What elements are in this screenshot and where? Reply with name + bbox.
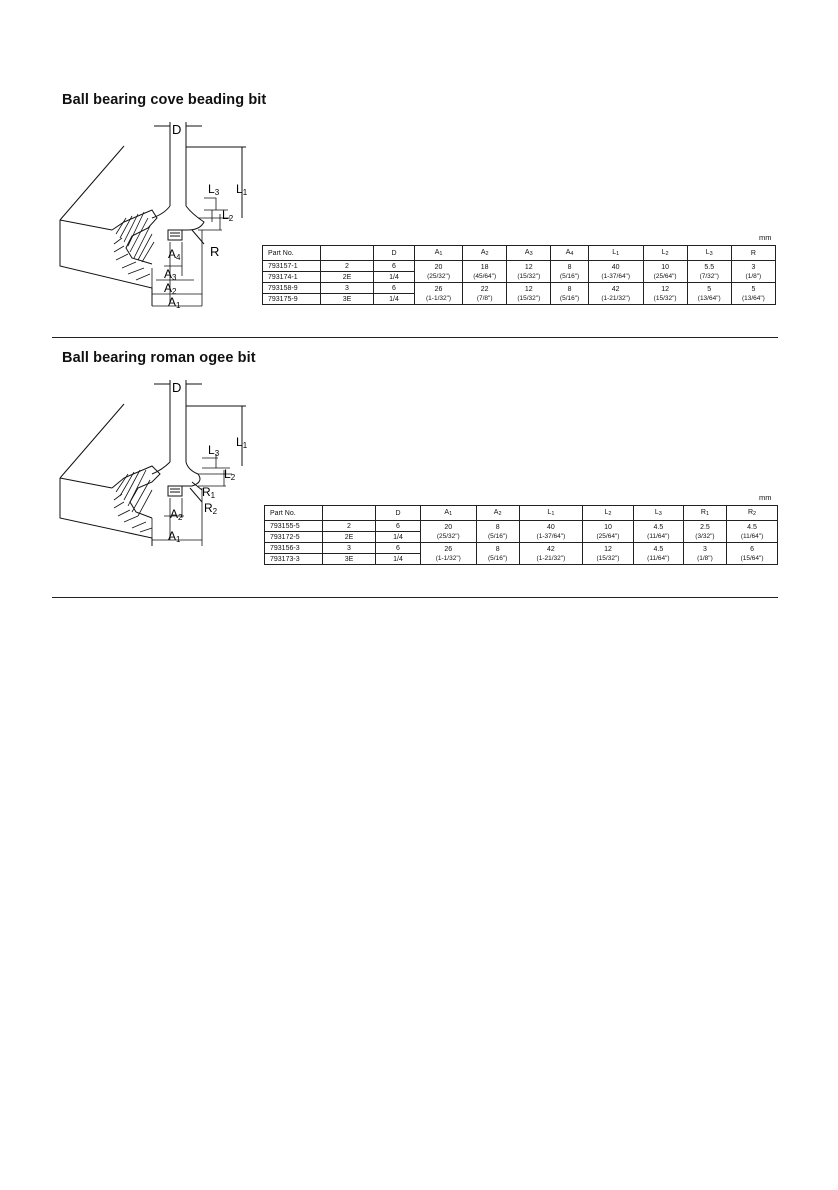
- cove-beading-bit-diagram: [52, 118, 264, 318]
- fig2-label-L3: L3: [208, 443, 220, 458]
- header-L2: $L_2$: [643, 246, 687, 261]
- header-A2: $A_2$: [476, 506, 519, 521]
- cell-part-no: 793157-1: [263, 261, 321, 272]
- header-L3: $L_3$: [687, 246, 731, 261]
- fig1-label-A1: A1: [168, 295, 181, 310]
- section-divider: [52, 337, 778, 338]
- cell-code: 2: [323, 521, 376, 532]
- cell-L1: 40 (1-37/64"): [519, 521, 582, 543]
- cell-R1: 2.5 (3/32"): [683, 521, 726, 543]
- header-R1: $R_1$: [683, 506, 726, 521]
- table-row: [263, 261, 776, 272]
- cell-L1: 42 (1-21/32"): [588, 283, 643, 305]
- cell-A1: 20 (25/32"): [421, 521, 477, 543]
- cell-A3: 12 (15/32"): [507, 261, 551, 283]
- cell-code: 3E: [323, 554, 376, 565]
- roman-ogee-spec-table: [264, 505, 778, 565]
- fig2-label-A2: A2: [170, 507, 183, 522]
- header-A4: $A_4$: [551, 246, 588, 261]
- cell-L1: 42 (1-21/32"): [519, 543, 582, 565]
- header-A1: $A_1$: [421, 506, 477, 521]
- cell-L2: 12 (15/32"): [583, 543, 634, 565]
- table-header-row: [265, 506, 778, 521]
- cell-D: 6: [376, 543, 421, 554]
- header-A3: $A_3$: [507, 246, 551, 261]
- cell-L3: 4.5 (11/64"): [633, 521, 683, 543]
- cell-R: 3 (1/8"): [731, 261, 775, 283]
- cell-L3: 5.5 (7/32"): [687, 261, 731, 283]
- cell-D: 1/4: [374, 294, 415, 305]
- cell-D: 6: [376, 521, 421, 532]
- cell-L2: 10 (25/64"): [643, 261, 687, 283]
- cell-code: 3: [323, 543, 376, 554]
- cell-A2: 22 (7/8"): [463, 283, 507, 305]
- cell-part-no: 793158-9: [263, 283, 321, 294]
- table-row: [263, 283, 776, 294]
- cell-A4: 8 (5/16"): [551, 261, 588, 283]
- cell-L1: 40 (1-37/64"): [588, 261, 643, 283]
- cell-part-no: 793174-1: [263, 272, 321, 283]
- cove-beading-spec-table: [262, 245, 776, 305]
- fig1-label-L1: L1: [236, 182, 248, 197]
- cell-A2: 8 (5/16"): [476, 543, 519, 565]
- fig2-label-R2: R2: [204, 501, 218, 516]
- fig1-label-A2: A2: [164, 281, 177, 296]
- fig2-label-L1: L1: [236, 435, 248, 450]
- cell-part-no: 793173-3: [265, 554, 323, 565]
- cell-L3: 4.5 (11/64"): [633, 543, 683, 565]
- header-R: R: [731, 246, 775, 261]
- cell-code: 2: [321, 261, 374, 272]
- fig2-label-A1: A1: [168, 529, 181, 544]
- cell-D: 1/4: [376, 554, 421, 565]
- section-divider: [52, 597, 778, 598]
- header-code: [321, 246, 374, 261]
- header-R2: $R_2$: [727, 506, 778, 521]
- cell-A1: 26 (1-1/32"): [415, 283, 463, 305]
- cell-code: 2E: [323, 532, 376, 543]
- fig2-label-R1: R1: [202, 485, 216, 500]
- cell-part-no: 793175-9: [263, 294, 321, 305]
- fig2-label-D: D: [172, 380, 182, 395]
- fig2-label-L2: L2: [224, 467, 236, 482]
- cell-R1: 3 (1/8"): [683, 543, 726, 565]
- cell-D: 1/4: [376, 532, 421, 543]
- header-L1: $L_1$: [588, 246, 643, 261]
- fig1-label-A4: A4: [168, 247, 181, 262]
- cell-L2: 12 (15/32"): [643, 283, 687, 305]
- header-part-no: Part No.: [263, 246, 321, 261]
- cell-part-no: 793172-5: [265, 532, 323, 543]
- fig1-label-L3: L3: [208, 182, 220, 197]
- cell-part-no: 793155-5: [265, 521, 323, 532]
- cell-code: 2E: [321, 272, 374, 283]
- cell-A3: 12 (15/32"): [507, 283, 551, 305]
- header-D: D: [374, 246, 415, 261]
- section-title-roman-ogee: Ball bearing roman ogee bit: [62, 350, 256, 366]
- cell-A1: 20 (25/32"): [415, 261, 463, 283]
- header-A2: $A_2$: [463, 246, 507, 261]
- cell-A4: 8 (5/16"): [551, 283, 588, 305]
- cell-R2: 4.5 (11/64"): [727, 521, 778, 543]
- unit-label: mm: [759, 493, 772, 502]
- unit-label: mm: [759, 233, 772, 242]
- header-L2: $L_2$: [583, 506, 634, 521]
- header-A1: $A_1$: [415, 246, 463, 261]
- table-header-row: [263, 246, 776, 261]
- cell-R2: 6 (15/64"): [727, 543, 778, 565]
- table-row: [265, 521, 778, 532]
- cell-D: 6: [374, 261, 415, 272]
- header-D: D: [376, 506, 421, 521]
- cell-code: 3: [321, 283, 374, 294]
- cell-A2: 18 (45/64"): [463, 261, 507, 283]
- cell-D: 6: [374, 283, 415, 294]
- cell-L2: 10 (25/64"): [583, 521, 634, 543]
- cell-code: 3E: [321, 294, 374, 305]
- fig1-label-A3: A3: [164, 267, 177, 282]
- header-code: [323, 506, 376, 521]
- fig1-label-D: D: [172, 122, 182, 137]
- cell-A2: 8 (5/16"): [476, 521, 519, 543]
- cell-part-no: 793156-3: [265, 543, 323, 554]
- table-row: [265, 543, 778, 554]
- header-L1: $L_1$: [519, 506, 582, 521]
- cell-D: 1/4: [374, 272, 415, 283]
- header-L3: $L_3$: [633, 506, 683, 521]
- cell-A1: 26 (1-1/32"): [421, 543, 477, 565]
- section-title-cove-beading: Ball bearing cove beading bit: [62, 92, 267, 108]
- cell-R: 5 (13/64"): [731, 283, 775, 305]
- fig1-label-R: R: [210, 244, 220, 259]
- fig1-label-L2: L2: [222, 208, 234, 223]
- roman-ogee-bit-diagram: [52, 378, 264, 548]
- header-part-no: Part No.: [265, 506, 323, 521]
- cell-L3: 5 (13/64"): [687, 283, 731, 305]
